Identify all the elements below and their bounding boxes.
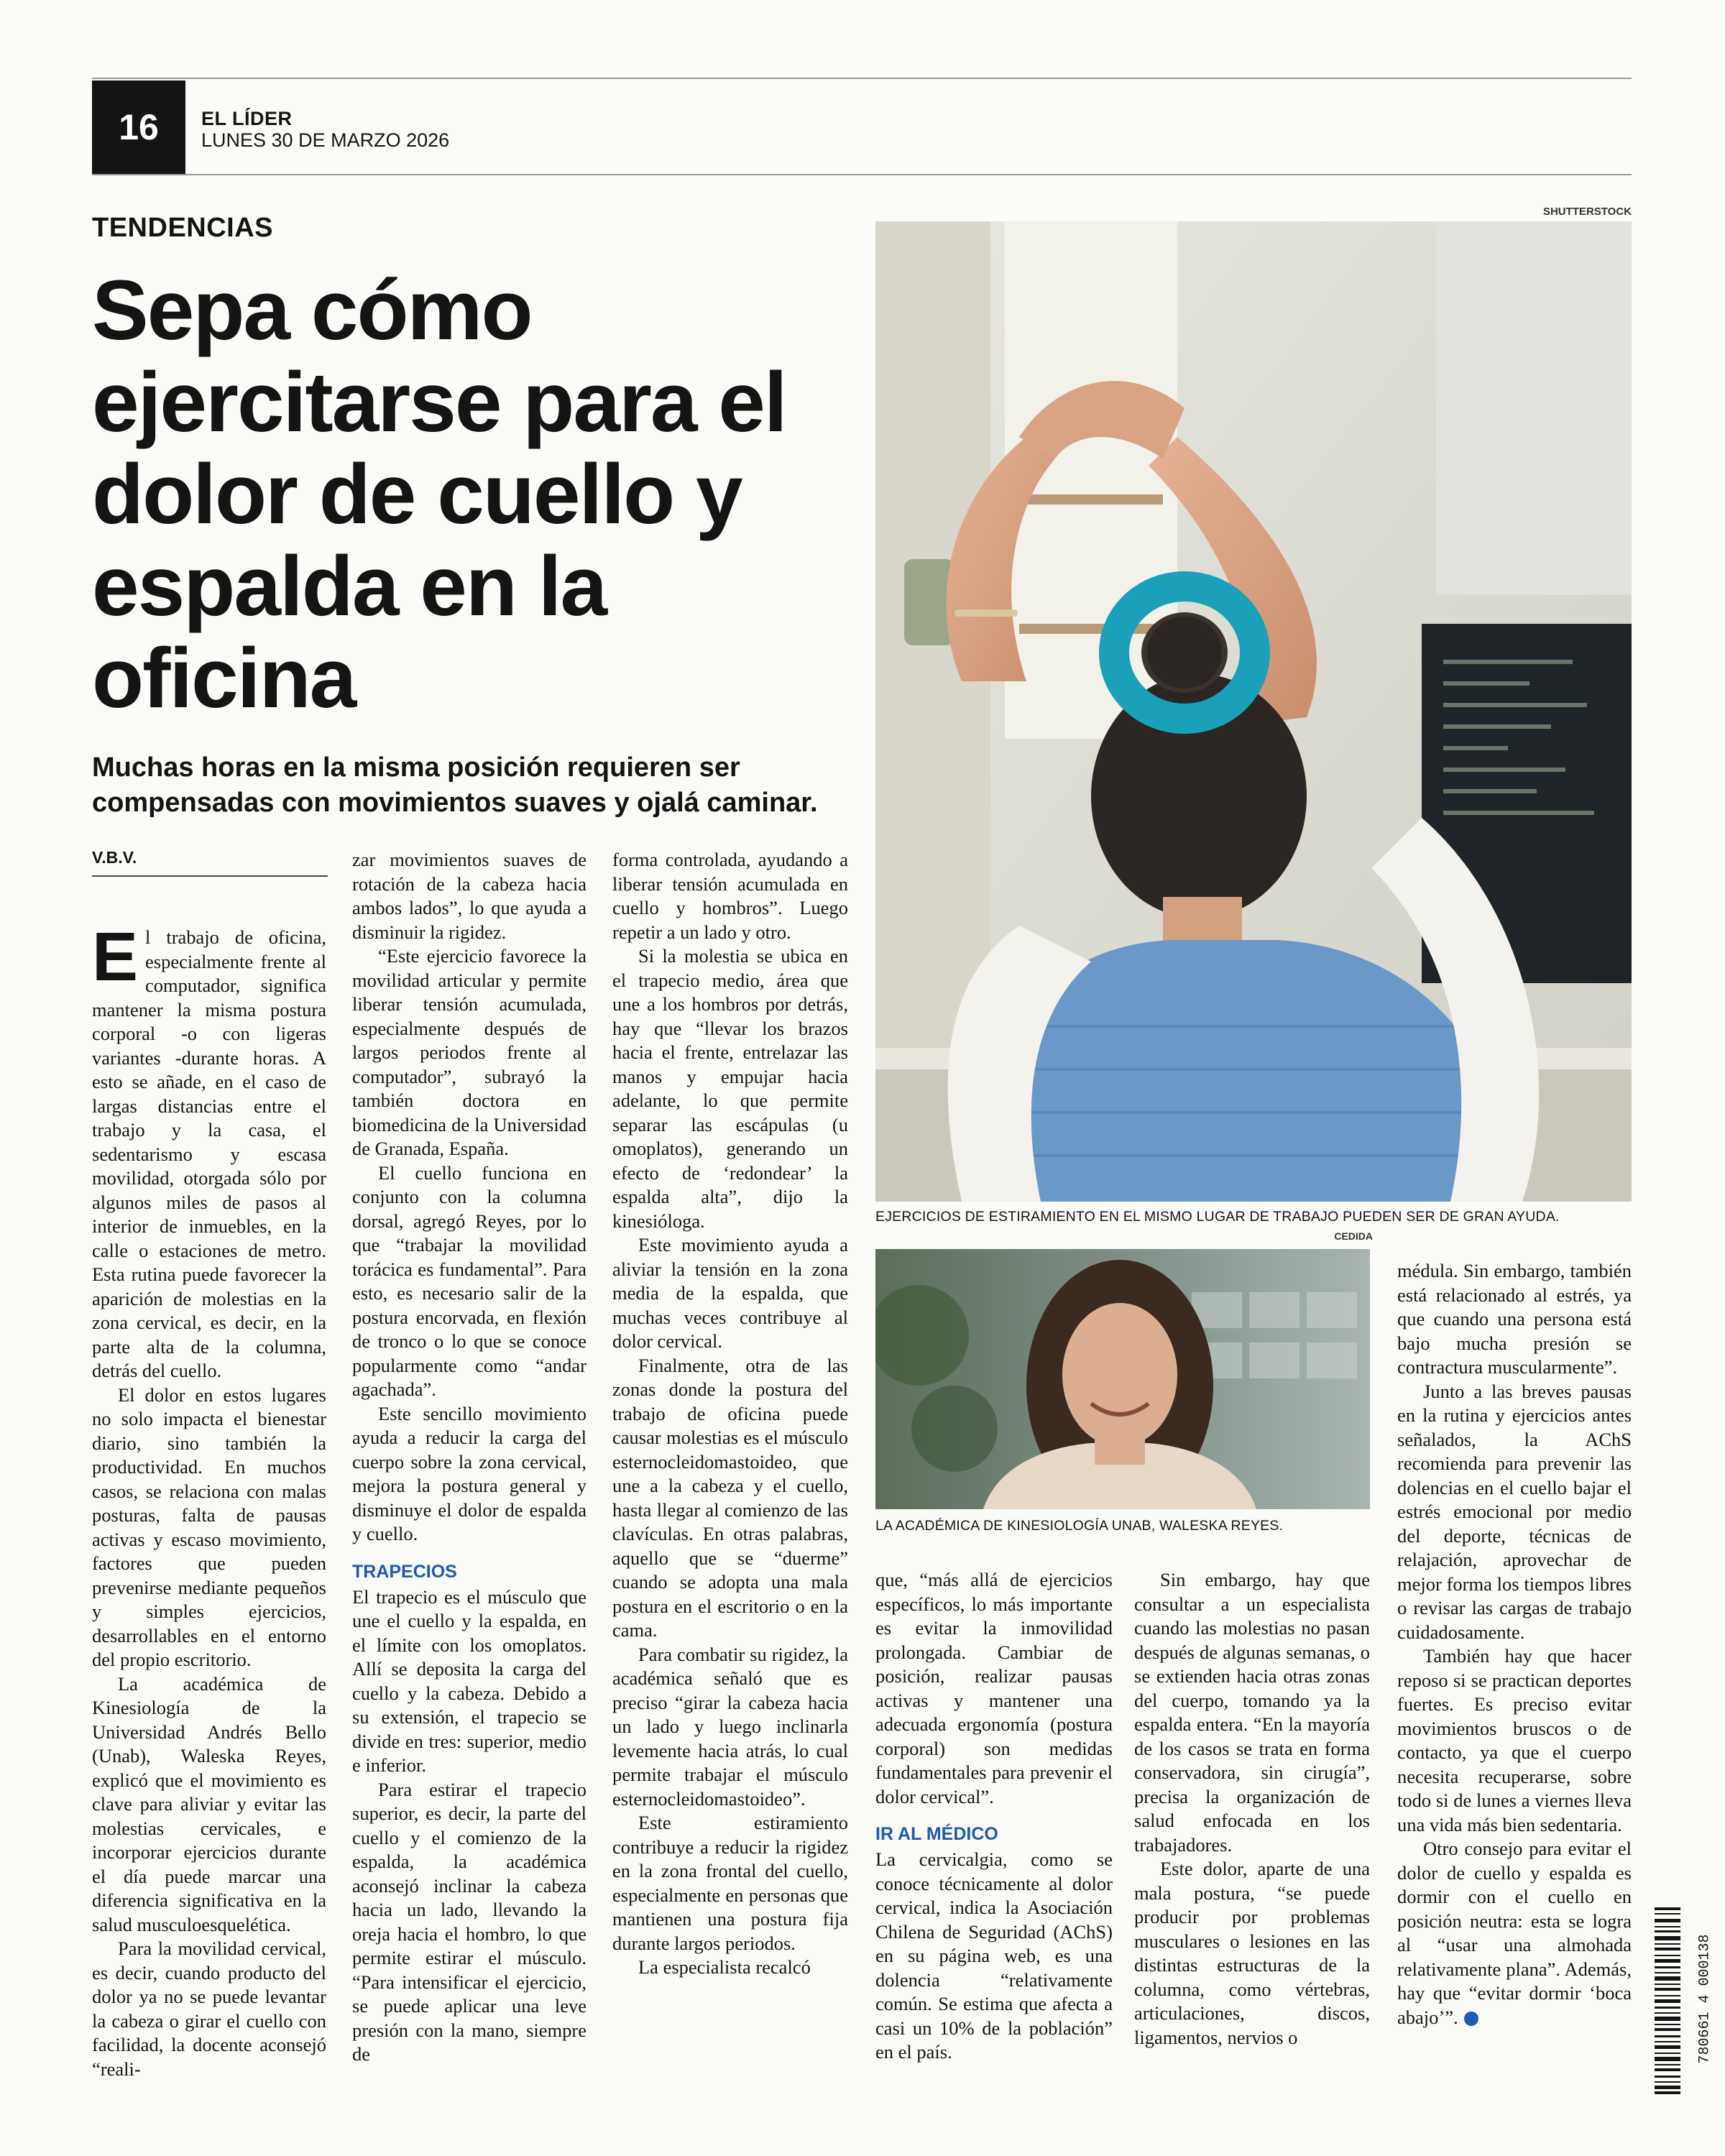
paragraph: que, “más allá de ejercicios específicos, lo más importante es evitar la inmovilidad prolongada. Cambiar de posición, realizar pausas activas y mantener una adecuada ergonomía (postura corporal) son medidas fundamentales para prevenir el dolor cervical”.	[875, 1569, 1113, 1807]
photo-credit-portrait: CEDIDA	[1334, 1230, 1373, 1242]
paragraph: Para la movilidad cervical, es decir, cuando producto del dolor ya no se puede levantar la cabeza o girar el cuello con facilidad, la docente aconsejó “reali-	[92, 1938, 326, 2080]
paragraph: Junto a las breves pausas en la rutina y ejercicios antes señalados, la AChS recomienda para prevenir las dolencias en el cuello bajar el estrés emocional por medio del deporte, técnicas de relajación, aprovechar de mejor forma los tiempos libres o revisar las cargas de trabajo cuidadosamente.	[1397, 1380, 1632, 1643]
paragraph: La académica de Kinesiología de la Universidad Andrés Bello (Unab), Waleska Reyes, explicó que el movimiento es clave para aliviar y evitar las molestias cervicales, e incorporar ejercicios durante el día puede marcar una diferencia significativa en la salud musculoesquelética.	[92, 1672, 326, 1935]
article-column-1	[92, 918, 326, 2081]
paragraph	[92, 918, 326, 1383]
stretching-photo	[875, 221, 1632, 1202]
paragraph: Para estirar el trapecio superior, es decir, la parte del cuello y el comienzo de la espalda, la académica aconsejó inclinar la cabeza hacia un lado, llevando la oreja hacia el hombro, lo que permite estirar el músculo. “Para intensificar el ejercicio, se puede aplicar una leve presión con la mano, siempre de	[352, 1778, 586, 2065]
paragraph: “Este ejercicio favorece la movilidad articular y permite liberar tensión acumulada, especialmente después de largos periodos frente al computador”, subrayó la también doctora en biomedicina de la Universidad de Granada, España.	[352, 945, 586, 1159]
barcode-number: 780661 4 000138	[1696, 1934, 1714, 2064]
paragraph: La especialista recalcó	[638, 1956, 811, 1978]
portrait-illustration	[875, 1249, 1370, 1509]
paragraph: Si la molestia se ubica en el trapecio medio, área que une a los hombros por detrás, hay que “llevar los brazos hacia el frente, entrelazar las manos y empujar hacia adelante, lo que permite separar las escápulas (u omoplatos), generando un efecto de ‘redondear’ la espalda alta”, dijo la kinesióloga.	[612, 945, 848, 1232]
article-column-6	[1397, 1259, 1632, 2030]
barcode	[1655, 1907, 1680, 2094]
article-column-5	[1134, 1568, 1370, 2050]
paragraph: El trapecio es el músculo que une el cuello y la espalda, en el límite con los omoplatos. Allí se deposita la carga del cuello y la cabeza. Debido a su extensión, el trapecio se divide en tres: superior, medio e inferior.	[352, 1585, 586, 1776]
paragraph: Sin embargo, hay que consultar a un especialista cuando las molestias no pasan después de algunas semanas, o se extienden hacia otras zonas del cuerpo, tomando ya la espalda entera. “En la mayoría de los casos se trata en forma conservadora, sin cirugía”, precisa la organización de salud enfocada en los trabajadores.	[1134, 1569, 1370, 1856]
article-column-4	[875, 1568, 1113, 2065]
paragraph: Este estiramiento contribuye a reducir la rigidez en la zona frontal del cuello, especialmente en personas que mantienen una postura fija durante largos periodos.	[612, 1812, 848, 1954]
paragraph: médula. Sin embargo, también está relacionado al estrés, ya que cuando una persona está bajo mucha presión se contractura muscularmente”.	[1397, 1260, 1632, 1378]
paragraph: Finalmente, otra de las zonas donde la postura del trabajo de oficina puede causar molestias es el músculo esternocleidomastoideo, que une a la cabeza y el cuello, hasta llegar al comienzo de las clavículas. En otras palabras, aquello que se “duerme” cuando se adopta una mala postura en el escritorio o en la cama.	[612, 1354, 848, 1641]
article-column-3	[612, 848, 848, 1980]
header-bottom-rule	[92, 174, 1632, 175]
photo-credit-main: SHUTTERSTOCK	[1542, 206, 1632, 218]
stretching-illustration	[875, 221, 1632, 1202]
paragraph	[1397, 1837, 1632, 2030]
headline: Sepa cómo ejercitarse para el dolor de cuello y espalda en la oficina	[92, 263, 786, 726]
subhead-ir-al-medico: IR AL MÉDICO	[875, 1824, 998, 1844]
byline-rule	[92, 875, 328, 877]
paragraph: forma controlada, ayudando a liberar tensión acumulada en cuello y hombros”. Luego repetir a un lado y otro.	[612, 849, 848, 943]
newspaper-name: EL LÍDER	[201, 108, 293, 129]
paragraph: Este sencillo movimiento ayuda a reducir la carga del cuerpo sobre la zona cervical, mejora la postura general y disminuye el dolor de espalda y cuello.	[352, 1402, 586, 1544]
deck: Muchas horas en la misma posición requieren ser compensadas con movimientos suaves y ojalá caminar.	[92, 752, 818, 818]
section-kicker: TENDENCIAS	[92, 213, 274, 243]
paragraph: La cervicalgia, como se conoce técnicamente al dolor cervical, indica la Asociación Chilena de Seguridad (AChS) en su página web, es una dolencia “relativamente común. Se estima que afecta a casi un 10% de la población” en el país.	[875, 1848, 1113, 2063]
portrait-caption: LA ACADÉMICA DE KINESIOLOGÍA UNAB, WALESKA REYES.	[875, 1518, 1284, 1534]
paragraph: También hay que hacer reposo si se practican deportes fuertes. Es preciso evitar movimientos bruscos o de contacto, ya que el cuerpo necesita recuperarse, sobre todo si de lunes a viernes lleva una vida más bien sedentaria.	[1397, 1645, 1632, 1835]
paragraph: El cuello funciona en conjunto con la columna dorsal, agregó Reyes, por lo que “trabajar la movilidad torácica es fundamental”. Para esto, es necesario salir de la postura encorvada, en flexión de tronco o lo que se conoce popularmente como “andar agachada”.	[352, 1161, 586, 1400]
paragraph: Este movimiento ayuda a aliviar la tensión en la zona media de la espalda, que muchas veces contribuye al dolor cervical.	[612, 1234, 848, 1352]
paragraph-text: l trabajo de oficina, especialmente frente al computador, significa mantener la misma postura corporal -o con ligeras variantes -durante horas. A esto se añade, en el caso de largas distancias entre el trabajo y la casa, el sedentarismo y escasa movilidad, otorgada sólo por algunos miles de pasos al interior de inmuebles, en la calle o estaciones de metro. Esta rutina puede favorecer la aparición de molestias en la zona cervical, es decir, en la parte alta de la columna, detrás del cuello.	[92, 926, 326, 1381]
paragraph-text: Otro consejo para evitar el dolor de cuello y espalda es dormir con el cuello en posición neutra: esta se logra al “usar una almohada relativamente plana”. Además, hay que “evitar dormir ‘boca abajo’”.	[1397, 1838, 1632, 2028]
issue-date: LUNES 30 DE MARZO 2026	[201, 129, 450, 151]
top-rule	[92, 78, 1632, 79]
paragraph: Para combatir su rigidez, la académica señaló que es preciso “girar la cabeza hacia un lado y luego inclinarla levemente hacia atrás, lo cual permite trabajar el músculo esternocleidomastoideo”.	[612, 1643, 848, 1810]
portrait-photo	[875, 1249, 1370, 1509]
subhead-trapecios: TRAPECIOS	[352, 1561, 457, 1582]
article-column-2	[352, 848, 586, 2067]
end-mark-icon: ✪	[1464, 2012, 1478, 2026]
byline: V.B.V.	[92, 848, 137, 867]
drop-cap: E	[92, 918, 139, 995]
paragraph: El dolor en estos lugares no solo impacta el bienestar diario, sino también la productividad. En muchos casos, se relaciona con malas posturas, falta de pausas activas y escaso movimiento, factores que pueden prevenirse mediante pequeños y simples ejercicios, desarrollables en el entorno del propio escritorio.	[92, 1383, 326, 1670]
paragraph: zar movimientos suaves de rotación de la cabeza hacia ambos lados”, lo que ayuda a disminuir la rigidez.	[352, 849, 586, 943]
page-number: 16	[92, 80, 185, 174]
main-photo-caption: EJERCICIOS DE ESTIRAMIENTO EN EL MISMO LUGAR DE TRABAJO PUEDEN SER DE GRAN AYUDA.	[875, 1209, 1560, 1225]
paragraph: Este dolor, aparte de una mala postura, “se puede producir por problemas musculares o lesiones en las distintas estructuras de la columna, como vértebras, articulaciones, discos, ligamentos, nervios o	[1134, 1858, 1370, 2048]
